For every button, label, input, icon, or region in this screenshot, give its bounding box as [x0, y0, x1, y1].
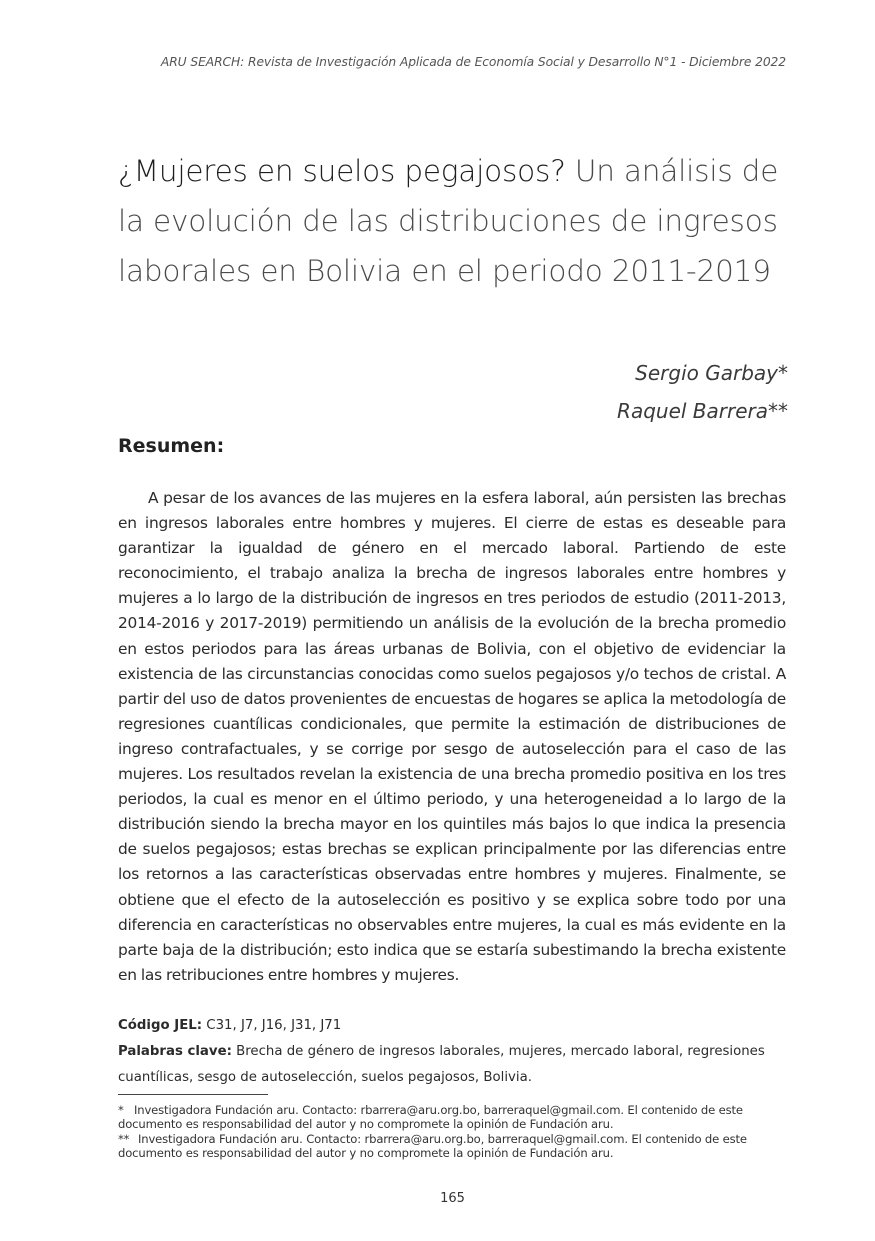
footnotes — [118, 1103, 786, 1161]
article-title — [118, 146, 790, 296]
footnote-text: Investigadora Fundación aru. Contacto: rbarrera@aru.org.bo, barreraquel@gmail.com. El contenido de este documento es responsabilidad del autor y no compromete la opinión de Fundación aru. — [118, 1131, 747, 1161]
page-number: 165 — [440, 1191, 465, 1206]
abstract-text: A pesar de los avances de las mujeres en la esfera laboral, aún persisten las brechas en ingresos laborales entre hombres y mujeres. El cierre de estas es deseable para garantizar la igualdad de género en el mercado laboral. Partiendo de este reconocimiento, el trabajo analiza la brecha de ingresos laborales entre hombres y mujeres a lo largo de la distribución de ingresos en tres periodos de estudio (2011-2013, 2014-2016 y 2017-2019) permitiendo un análisis de la evolución de la brecha promedio en estos periodos para las áreas urbanas de Bolivia, con el objetivo de evidenciar la existencia de las circunstancias conocidas como suelos pegajosos y/o techos de cristal. A partir del uso de datos provenientes de encuestas de hogares se aplica la metodología de regresiones cuantílicas condicionales, que permite la estimación de distribuciones de ingreso contrafactuales, y se corrige por sesgo de autoselección para el caso de las mujeres. Los resultados revelan la existencia de una brecha promedio positiva en los tres periodos, la cual es menor en el último periodo, y una heterogeneidad a lo largo de la distribución siendo la brecha mayor en los quintiles más bajos lo que indica la presencia de suelos pegajosos; estas brechas se explican principalmente por las diferencias entre los retornos a las características observadas entre hombres y mujeres. Finalmente, se obtiene que el efecto de la autoselección es positivo y se explica sobre todo por una diferencia en características no observables entre mujeres, la cual es más evidente en la parte baja de la distribución; esto indica que se estaría subestimando la brecha existente en las retribuciones entre hombres y mujeres. — [118, 489, 786, 984]
footnote-mark: ** — [118, 1131, 130, 1146]
article-title-lead: ¿Mujeres en suelos pegajosos? — [118, 154, 566, 188]
footnote-divider — [118, 1094, 268, 1095]
footnote-mark: * — [118, 1103, 124, 1117]
article-title-rest: Un análisis de la evolución de las distribuciones de ingresos laborales en Bolivia en el periodo 2011-2019 — [118, 154, 779, 288]
jel-label: Código JEL: — [118, 1018, 203, 1033]
author-name: Raquel Barrera** — [617, 399, 788, 423]
running-header: ARU SEARCH: Revista de Investigación Aplicada de Economía Social y Desarrollo N°1 - Diciembre 2022 — [160, 55, 786, 69]
jel-codes-line — [118, 1013, 786, 1039]
keywords-label: Palabras clave: — [118, 1044, 232, 1059]
footnote-text: Investigadora Fundación aru. Contacto: rbarrera@aru.org.bo, barreraquel@gmail.com. El contenido de este documento es responsabilidad del autor y no compromete la opinión de Fundación aru. — [118, 1103, 743, 1132]
author-name: Sergio Garbay* — [635, 361, 788, 385]
keywords-line — [118, 1039, 786, 1091]
keywords-text: Brecha de género de ingresos laborales, mujeres, mercado laboral, regresiones cuantílicas, sesgo de autoselección, suelos pegajosos, Bolivia. — [118, 1044, 765, 1085]
footnote — [118, 1132, 786, 1161]
author-list — [617, 354, 788, 430]
abstract-heading: Resumen: — [118, 435, 225, 457]
footnote — [118, 1103, 786, 1132]
classification-block — [118, 1013, 786, 1091]
jel-codes: C31, J7, J16, J31, J71 — [202, 1018, 342, 1033]
